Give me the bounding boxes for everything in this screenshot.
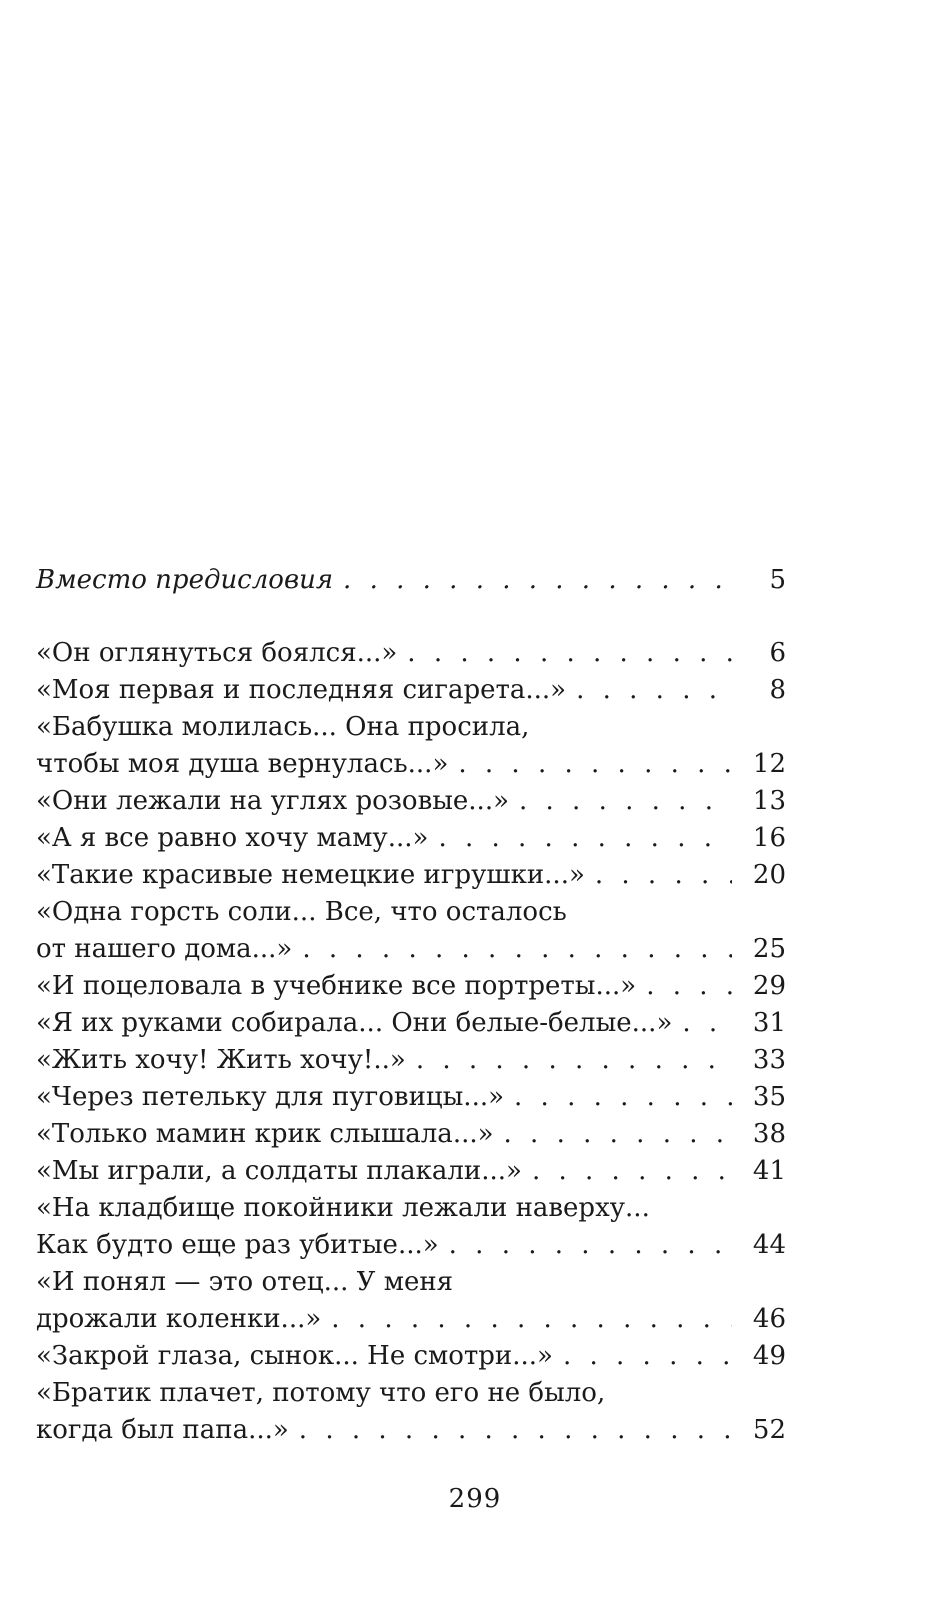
toc-entry [36,820,786,857]
toc-entry-page: 20 [752,860,786,890]
toc-entry-page: 8 [769,675,786,705]
dot-leader [514,1079,732,1116]
dot-leader [458,746,732,783]
dot-leader [519,783,732,820]
toc-entry-title: Вместо предисловия [36,565,334,595]
toc-entry-title: «Мы играли, а солдаты плакали...» [36,1156,522,1186]
toc-entry [36,894,786,968]
dot-leader [302,931,732,968]
dot-leader [438,820,732,857]
toc-entry-title: «Жить хочу! Жить хочу!..» [36,1045,406,1075]
toc-entry-page: 41 [752,1156,786,1186]
dot-leader [532,1153,732,1190]
toc-entry-title: «Только мамин крик слышала...» [36,1119,494,1149]
toc-entry-title: Как будто еще раз убитые...» [36,1230,439,1260]
toc-entry-page: 13 [752,786,786,816]
toc-entry [36,968,786,1005]
toc-entry [36,635,786,672]
toc-entry-page: 12 [752,749,786,779]
toc-entry-page: 25 [752,934,786,964]
toc-entry-title: от нашего дома...» [36,934,293,964]
toc-entry [36,1042,786,1079]
toc-entry-title: «Такие красивые немецкие игрушки...» [36,860,585,890]
toc-entry-page: 31 [752,1008,786,1038]
toc-entry-page: 52 [752,1415,786,1445]
toc-entry-title: «Моя первая и последняя сигарета...» [36,675,567,705]
toc-entry [36,1190,786,1264]
toc-entry [36,1338,786,1375]
toc-entry-title: «Через петельку для пуговицы...» [36,1082,505,1112]
toc-entry [36,1153,786,1190]
dot-leader [416,1042,732,1079]
dot-leader [299,1412,732,1449]
toc-entry-page: 16 [752,823,786,853]
toc-entry-page: 44 [752,1230,786,1260]
toc-entry [36,1375,786,1449]
page-number: 299 [448,1484,502,1514]
dot-leader [504,1116,732,1153]
toc-entry [36,783,786,820]
toc-entry-title-line1: «И понял — это отец... У меня [36,1267,454,1297]
toc-entry-title: «Я их руками собирала... Они белые-белые...» [36,1008,673,1038]
toc-entry-title-line1: «Братик плачет, потому что его не было, [36,1378,606,1408]
dot-leader [682,1005,732,1042]
dot-leader [449,1227,732,1264]
toc-entry [36,709,786,783]
toc-entry-page: 5 [769,565,786,595]
toc-entry [36,672,786,709]
toc-entry-page: 38 [752,1119,786,1149]
toc-entry-preface [36,562,786,599]
dot-leader [595,857,732,894]
toc-entry-title: «Они лежали на углях розовые...» [36,786,509,816]
toc-entry-title: чтобы моя душа вернулась...» [36,749,449,779]
toc-entries [36,635,786,1449]
dot-leader [576,672,732,709]
toc-entry-title: дрожали коленки...» [36,1304,322,1334]
toc-entry-title-line1: «Бабушка молилась... Она просила, [36,712,530,742]
toc-entry [36,1079,786,1116]
toc-entry-page: 35 [752,1082,786,1112]
toc-entry-title: «А я все равно хочу маму...» [36,823,429,853]
toc-entry [36,857,786,894]
toc-entry-page: 6 [769,638,786,668]
dot-leader [343,562,732,599]
dot-leader [331,1301,732,1338]
toc-entry-title-line1: «На кладбище покойники лежали наверху... [36,1193,650,1223]
toc-entry-page: 29 [752,971,786,1001]
dot-leader [407,635,732,672]
toc-entry-page: 49 [752,1341,786,1371]
toc-entry-title: «Закрой глаза, сынок... Не смотри...» [36,1341,553,1371]
toc-entry [36,1116,786,1153]
toc-entry-title: «И поцеловала в учебнике все портреты...» [36,971,637,1001]
toc-entry-title-line1: «Одна горсть соли... Все, что осталось [36,897,567,927]
toc-entry-page: 33 [752,1045,786,1075]
toc-entry [36,1005,786,1042]
toc-entry-title: «Он оглянуться боялся...» [36,638,398,668]
toc-entry-title: когда был папа...» [36,1415,289,1445]
table-of-contents [36,562,786,1449]
dot-leader [646,968,732,1005]
toc-entry-page: 46 [752,1304,786,1334]
dot-leader [563,1338,732,1375]
toc-entry [36,1264,786,1338]
